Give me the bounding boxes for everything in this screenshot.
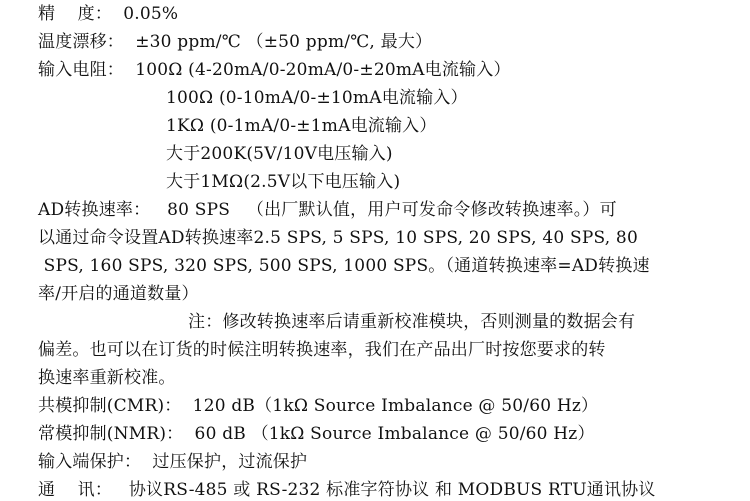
spec-line-temperature-drift: 温度漂移： ±30 ppm/℃ （±50 ppm/℃, 最大） [38,32,433,52]
spec-line-ad-rate-2: 以通过命令设置AD转换速率2.5 SPS, 5 SPS, 10 SPS, 20 SPS, 40 SPS, 80 [38,228,638,248]
spec-line-input-resistance-2: 100Ω (0-10mA/0-±10mA电流输入） [166,88,468,108]
spec-line-input-resistance: 输入电阻： 100Ω (4-20mA/0-20mA/0-±20mA电流输入） [38,60,511,80]
spec-line-input-protection: 输入端保护： 过压保护，过流保护 [38,452,308,472]
spec-line-nmr: 常模抑制(NMR)： 60 dB （1kΩ Source Imbalance @ 50/60 Hz） [38,424,595,444]
spec-line-ad-rate-4: 率/开启的通道数量） [38,284,199,304]
spec-line-cmr: 共模抑制(CMR)： 120 dB（1kΩ Source Imbalance @ 50/60 Hz） [38,396,599,416]
spec-line-ad-rate: AD转换速率： 80 SPS （出厂默认值，用户可发命令修改转换速率。）可 [38,200,617,220]
spec-line-ad-rate-3: SPS, 160 SPS, 320 SPS, 500 SPS, 1000 SPS。（通道转换速率=AD转换速 [38,256,650,276]
spec-line-note: 注：修改转换速率后请重新校准模块，否则测量的数据会有 [188,312,636,332]
spec-line-note-3: 换速率重新校准。 [38,368,176,388]
spec-line-accuracy: 精 度： 0.05% [38,4,179,24]
spec-line-note-2: 偏差。也可以在订货的时候注明转换速率，我们在产品出厂时按您要求的转 [38,340,606,360]
spec-line-input-resistance-4: 大于200K(5V/10V电压输入) [166,144,393,164]
spec-line-communication: 通 讯： 协议RS-485 或 RS-232 标准字符协议 和 MODBUS RTU通讯协议 [38,480,656,500]
spec-line-input-resistance-5: 大于1MΩ(2.5V以下电压输入) [166,172,401,192]
spec-line-input-resistance-3: 1KΩ (0-1mA/0-±1mA电流输入） [166,116,437,136]
